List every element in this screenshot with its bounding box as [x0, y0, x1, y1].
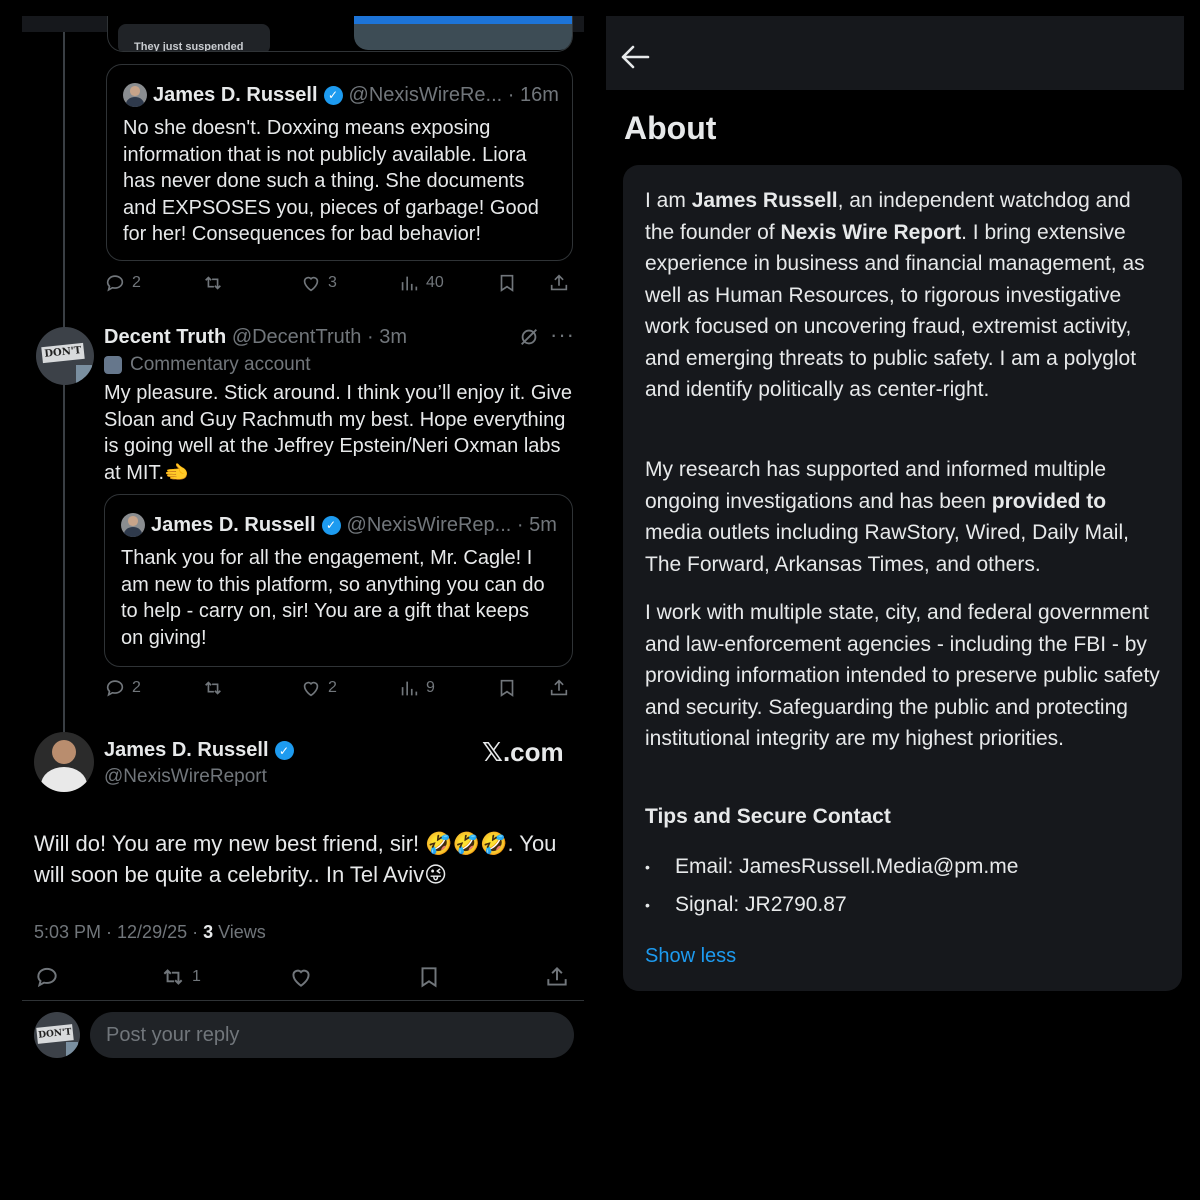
section-heading: Tips and Secure Contact — [645, 805, 891, 828]
share-icon — [548, 272, 570, 294]
share-icon — [544, 964, 570, 990]
author-name: Decent Truth — [104, 326, 227, 348]
about-card — [623, 165, 1182, 991]
account-label-text: Commentary account — [130, 354, 311, 375]
bold-phrase: provided to — [991, 489, 1107, 513]
bookmark-icon — [496, 272, 518, 294]
author-name: James D. Russell — [151, 513, 316, 536]
thread-line — [63, 32, 65, 744]
previous-quote-fragment[interactable] — [107, 16, 573, 52]
verified-icon: ✓ — [324, 86, 343, 105]
author-name-row[interactable] — [104, 739, 300, 762]
views-icon — [398, 272, 420, 294]
views-count: 9 — [426, 679, 435, 696]
repost-button[interactable] — [202, 677, 230, 699]
reply-author[interactable] — [104, 326, 407, 349]
show-less-link[interactable]: Show less — [645, 945, 737, 967]
repost-icon — [202, 677, 224, 699]
quoted-post[interactable] — [106, 64, 573, 261]
post-time: 5:03 PM · 12/29/25 · — [34, 922, 204, 942]
bold-org: Nexis Wire Report — [780, 220, 962, 244]
xcom-watermark: 𝕏.com — [482, 737, 564, 767]
like-button[interactable] — [300, 272, 337, 294]
contact-email: Email: JamesRussell.Media@pm.me — [675, 855, 1019, 878]
bookmark-button[interactable] — [496, 272, 524, 294]
reply-button[interactable] — [104, 677, 141, 699]
like-button[interactable] — [288, 964, 320, 990]
reply-count: 2 — [132, 274, 141, 291]
back-arrow-icon[interactable] — [620, 44, 650, 70]
reply-text: My pleasure. Stick around. I think you’ll enjoy it. Give Sloan and Guy Rachmuth my best. Hope everything is going well at the Jeffrey Epstein/Neri Oxman labs at MIT.🫲 — [104, 382, 572, 484]
list-item: • Email: JamesRussell.Media@pm.me — [645, 855, 1019, 878]
repost-button[interactable] — [160, 964, 201, 990]
reply-button[interactable] — [34, 964, 66, 990]
like-button[interactable] — [300, 677, 337, 699]
share-icon — [548, 677, 570, 699]
page-title: About — [624, 110, 717, 146]
author-handle-time: @DecentTruth · 3m — [231, 326, 407, 348]
about-paragraph: My research has supported and informed multiple ongoing investigations and has been provided to media outlets including RawStory, Wired, Daily Mail, The Forward, Arkansas Times, and others. — [645, 458, 1129, 576]
avatar-sign: DON'T — [41, 343, 84, 363]
avatar[interactable] — [34, 1012, 80, 1058]
header-bar — [606, 16, 1184, 90]
avatar — [123, 83, 147, 107]
verified-icon: ✓ — [275, 741, 294, 760]
avatar-sign: DON'T — [36, 1024, 73, 1044]
repost-icon — [202, 272, 224, 294]
quoted-post[interactable] — [104, 494, 573, 667]
like-count: 2 — [328, 679, 337, 696]
bold-name: James Russell — [691, 189, 838, 212]
bookmark-button[interactable] — [496, 677, 524, 699]
reply-icon — [34, 964, 60, 990]
grok-icon[interactable] — [518, 326, 540, 348]
post-text: Will do! You are my new best friend, sir! 🤣🤣🤣. You will soon be quite a celebrity.. In Tel Aviv😜 — [34, 831, 557, 887]
author-name: James D. Russell — [104, 739, 269, 761]
divider — [22, 1000, 584, 1001]
bookmark-icon — [416, 964, 442, 990]
reply-input[interactable]: Post your reply — [90, 1012, 574, 1058]
previous-quote-media-bar — [354, 16, 573, 24]
quoted-post-header — [121, 513, 557, 537]
share-button[interactable] — [548, 272, 576, 294]
author-handle[interactable]: @NexisWireReport — [104, 766, 267, 787]
share-button[interactable] — [548, 677, 576, 699]
post-timestamp — [34, 922, 266, 943]
avatar — [121, 513, 145, 537]
quoted-post-text: No she doesn't. Doxxing means exposing information that is not publicly available. Liora has never done such a thing. She documents and EXPSOSES you, pieces of garbage! Good for her! Consequences for bad behavior! — [123, 117, 539, 245]
like-icon — [288, 964, 314, 990]
conversation-panel — [22, 16, 584, 1076]
views-button[interactable] — [398, 272, 444, 294]
post-actions — [104, 272, 574, 298]
like-icon — [300, 677, 322, 699]
reply-icon — [104, 272, 126, 294]
repost-button[interactable] — [202, 272, 230, 294]
quoted-post-text: Thank you for all the engagement, Mr. Cagle! I am new to this platform, so anything you can do to help - carry on, sir! You are a gift that keeps on giving! — [121, 547, 545, 649]
avatar[interactable] — [36, 327, 94, 385]
views-label: Views — [213, 922, 266, 942]
repost-count: 1 — [192, 968, 201, 985]
quoted-post-header — [123, 83, 559, 107]
post-actions — [104, 677, 574, 703]
account-label — [104, 354, 311, 376]
bookmark-icon — [496, 677, 518, 699]
about-panel — [606, 16, 1184, 996]
like-icon — [300, 272, 322, 294]
post-actions — [34, 964, 574, 990]
views-count: 40 — [426, 274, 444, 291]
reply-icon — [104, 677, 126, 699]
verified-icon: ✓ — [322, 516, 341, 535]
bookmark-button[interactable] — [416, 964, 448, 990]
author-name: James D. Russell — [153, 83, 318, 106]
more-icon[interactable]: ··· — [550, 322, 575, 347]
avatar[interactable] — [34, 732, 94, 792]
like-count: 3 — [328, 274, 337, 291]
about-paragraph: I am James Russell, an independent watchdog and the founder of Nexis Wire Report. I bring extensive experience in business and financial management, as well as Human Resources, to rigorous investigative work focused on uncovering fraud, extremist activity, and emerging threats to public safety. I am a polyglot and identify politically as center-right. — [645, 189, 1145, 401]
reply-button[interactable] — [104, 272, 141, 294]
contact-signal: Signal: JR2790.87 — [675, 893, 847, 916]
repost-icon — [160, 964, 186, 990]
views-count: 3 — [203, 922, 214, 942]
share-button[interactable] — [544, 964, 576, 990]
parody-mask-icon — [104, 356, 122, 374]
list-item: • Signal: JR2790.87 — [645, 893, 847, 916]
views-icon — [398, 677, 420, 699]
previous-quote-caption: They just suspended — [134, 41, 244, 52]
author-handle-time: @NexisWireRep... · 5m — [346, 513, 557, 536]
views-button[interactable] — [398, 677, 435, 699]
reply-count: 2 — [132, 679, 141, 696]
about-paragraph: I work with multiple state, city, and federal government and law-enforcement agencies - including the FBI - by providing information intended to preserve public safety and security. Safeguarding the public and protecting institutional integrity are my highest priorities. — [645, 601, 1160, 750]
author-handle-time: @NexisWireRe... · 16m — [348, 83, 559, 106]
